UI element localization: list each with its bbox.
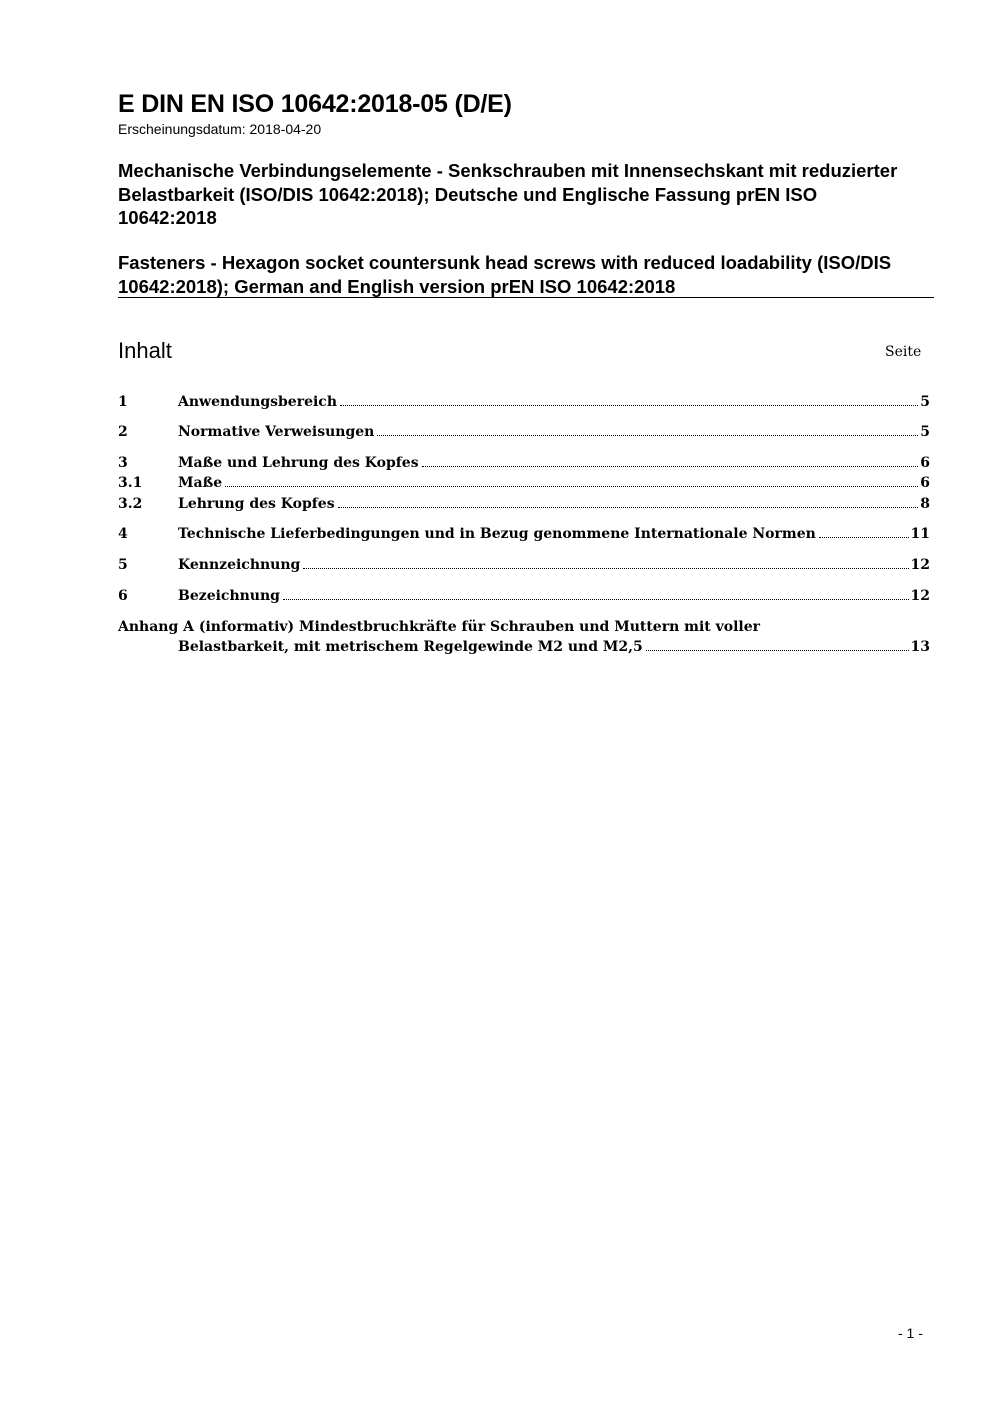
toc-entry-4[interactable] xyxy=(118,526,930,547)
toc-entry-title: Bezeichnung xyxy=(178,588,280,604)
toc-entry-page: 6 xyxy=(920,475,930,491)
toc-dot-leader xyxy=(646,649,909,651)
toc-entry-number: 3.1 xyxy=(118,475,143,491)
title-german: Mechanische Verbindungselemente - Senkschrauben mit Innensechskant mit reduzierter Belastbarkeit (ISO/DIS 10642:2018); Deutsche und Englische Fassung prEN ISO 10642:2018 xyxy=(118,160,898,228)
toc-annex-page: 13 xyxy=(910,639,930,655)
document-id: E DIN EN ISO 10642:2018-05 (D/E) xyxy=(118,90,512,118)
page-number: - 1 - xyxy=(898,1325,923,1341)
toc-entry-page: 5 xyxy=(920,394,930,410)
toc-entry-title: Anwendungsbereich xyxy=(178,394,337,410)
toc-dot-leader xyxy=(283,598,909,600)
toc-entry-title: Kennzeichnung xyxy=(178,557,301,573)
toc-annex-title-line1[interactable]: Anhang A (informativ) Mindestbruchkräfte für Schrauben und Muttern mit voller xyxy=(118,619,761,635)
toc-entry-title: Lehrung des Kopfes xyxy=(178,496,335,512)
toc-dot-leader xyxy=(819,536,909,538)
toc-entry-6[interactable] xyxy=(118,588,930,609)
toc-annex-title-line2: Belastbarkeit, mit metrischem Regelgewinde M2 und M2,5 xyxy=(178,639,643,655)
header-divider xyxy=(118,297,934,298)
toc-entry-number: 2 xyxy=(118,424,128,440)
title-english: Fasteners - Hexagon socket countersunk head screws with reduced loadability (ISO/DIS 10642:2018); German and English version prEN ISO 10642:2018 xyxy=(118,252,892,297)
toc-entry-title: Technische Lieferbedingungen und in Bezug genommene Internationale Normen xyxy=(178,526,816,542)
toc-annex-entry[interactable] xyxy=(178,639,930,655)
toc-entry-2[interactable] xyxy=(118,424,930,445)
toc-entry-number: 5 xyxy=(118,557,128,573)
toc-entry-number: 6 xyxy=(118,588,128,604)
toc-heading: Inhalt xyxy=(118,338,172,363)
toc-dot-leader xyxy=(422,465,919,467)
toc-dot-leader xyxy=(377,434,918,436)
toc-entry-number: 4 xyxy=(118,526,128,542)
toc-dot-leader xyxy=(338,506,919,508)
toc-entry-number: 3 xyxy=(118,455,128,471)
toc-entry-5[interactable] xyxy=(118,557,930,578)
publication-date: Erscheinungsdatum: 2018-04-20 xyxy=(118,121,322,137)
toc-entry-page: 6 xyxy=(920,455,930,471)
toc-entry-title: Maße und Lehrung des Kopfes xyxy=(178,455,419,471)
toc-entry-number: 1 xyxy=(118,394,128,410)
toc-dot-leader xyxy=(303,567,908,569)
toc-entry-number: 3.2 xyxy=(118,496,143,512)
toc-entry-page: 8 xyxy=(920,496,930,512)
toc-entry-title: Maße xyxy=(178,475,223,491)
toc-entry-page: 12 xyxy=(910,557,930,573)
toc-entry-page: 11 xyxy=(910,526,930,542)
toc-entry-3[interactable] xyxy=(118,455,930,476)
toc-entry-3-1[interactable] xyxy=(118,475,930,496)
toc-dot-leader xyxy=(225,485,918,487)
toc-entry-page: 12 xyxy=(910,588,930,604)
toc-entry-page: 5 xyxy=(920,424,930,440)
toc-entry-3-2[interactable] xyxy=(118,496,930,517)
toc-entry-1[interactable] xyxy=(118,394,930,415)
toc-dot-leader xyxy=(340,404,918,406)
toc-entry-title: Normative Verweisungen xyxy=(178,424,375,440)
toc-page-label: Seite xyxy=(885,344,922,360)
